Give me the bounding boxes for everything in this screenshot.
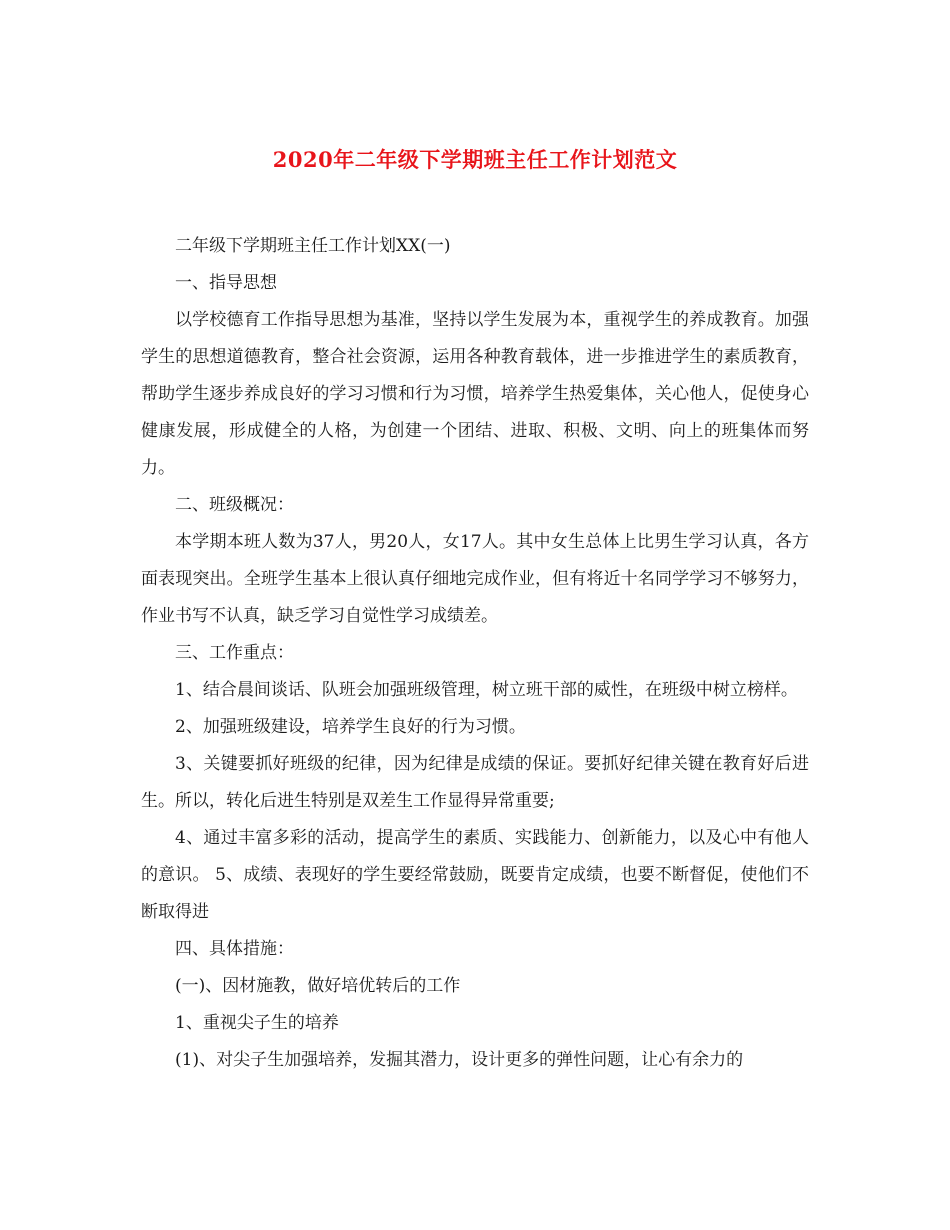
paragraph-class-overview: 本学期本班人数为37人，男20人，女17人。其中女生总体上比男生学习认真，各方面表现突出。全班学生基本上很认真仔细地完成作业，但有将近十名同学学习不够努力，作业书写不认真，缺乏学习自觉性学习成绩差。 xyxy=(141,532,809,626)
paragraph-focus-4-5: 4、通过丰富多彩的活动，提高学生的素质、实践能力、创新能力，以及心中有他人的意识。 5、成绩、表现好的学生要经常鼓励，既要肯定成绩，也要不断督促，使他们不断取得进 xyxy=(141,828,809,922)
paragraph-focus-3: 3、关键要抓好班级的纪律，因为纪律是成绩的保证。要抓好纪律关键在教育好后进生。所以，转化后进生特别是双差生工作显得异常重要; xyxy=(141,754,809,811)
paragraph-section-3-heading: 三、工作重点： xyxy=(175,643,294,663)
paragraph-guiding-thought: 以学校德育工作指导思想为基准，坚持以学生发展为本，重视学生的养成教育。加强学生的思想道德教育，整合社会资源，运用各种教育载体，进一步推进学生的素质教育，帮助学生逐步养成良好的学习习惯和行为习惯，培养学生热爱集体，关心他人，促使身心健康发展，形成健全的人格，为创建一个团结、进取、积极、文明、向上的班集体而努力。 xyxy=(141,310,809,478)
paragraph-section-4-heading: 四、具体措施： xyxy=(175,939,294,959)
document-body xyxy=(141,228,809,1079)
paragraph-section-2-heading: 二、班级概况： xyxy=(175,495,294,515)
paragraph-focus-1: 1、结合晨间谈话、队班会加强班级管理，树立班干部的威性，在班级中树立榜样。 xyxy=(175,680,798,700)
paragraph-section-1-heading: 一、指导思想 xyxy=(175,273,277,293)
paragraph-plan-heading: 二年级下学期班主任工作计划XX(一) xyxy=(175,236,451,256)
paragraph-measure-1-heading: (一)、因材施教，做好培优转后的工作 xyxy=(175,976,461,996)
document-title: 2020年二年级下学期班主任工作计划范文 xyxy=(272,147,678,172)
paragraph-focus-2: 2、加强班级建设，培养学生良好的行为习惯。 xyxy=(175,717,526,737)
paragraph-measure-1-1: 1、重视尖子生的培养 xyxy=(175,1013,339,1033)
paragraph-measure-1-1-a: (1)、对尖子生加强培养，发掘其潜力，设计更多的弹性问题，让心有余力的 xyxy=(175,1050,744,1070)
